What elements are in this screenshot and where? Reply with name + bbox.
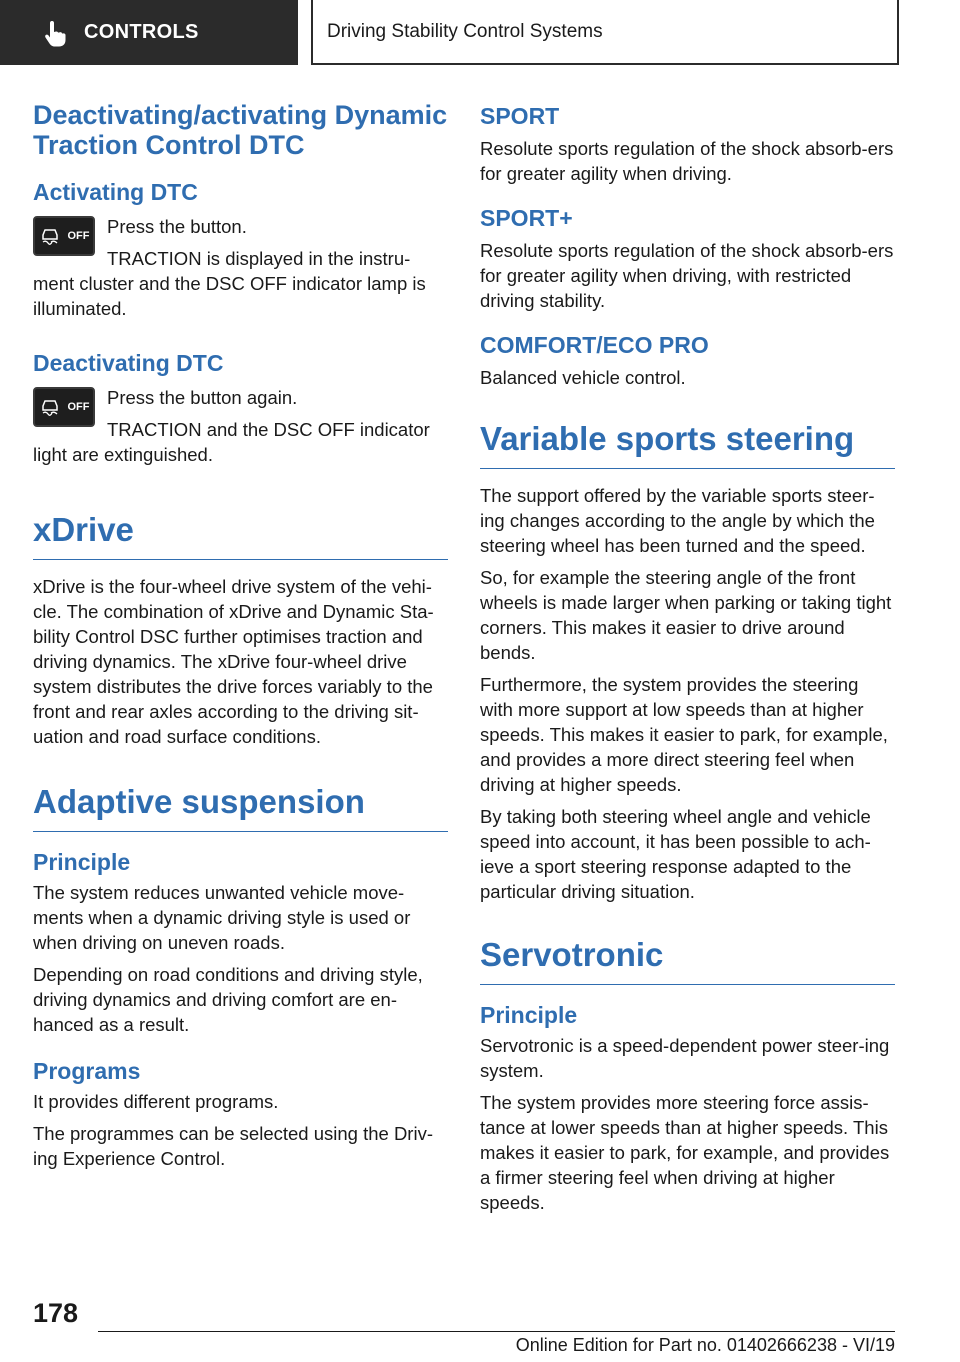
comfort-eco-pro-heading: COMFORT/ECO PRO (480, 332, 709, 358)
programs-heading: Programs (33, 1058, 141, 1084)
adaptive-principle-heading: Principle (33, 849, 131, 875)
servotronic-heading: Servotronic (480, 936, 895, 985)
footer-divider (98, 1331, 895, 1332)
activating-dtc-text-1: Press the button. (107, 216, 247, 237)
activating-dtc-heading: Activating DTC (33, 179, 198, 205)
variable-text-4: By taking both steering wheel angle and vehicle speed into account, it has been possible to ach-ieve a sport steering response adapted to the particular driving situation. (480, 806, 871, 902)
sport-text: Resolute sports regulation of the shock absorb-ers for greater agility when driving. (480, 138, 894, 184)
sport-plus-heading: SPORT+ (480, 205, 573, 231)
variable-text-2: So, for example the steering angle of the front wheels is made larger when parking or taking tight corners. This makes it easier to drive around bends. (480, 567, 892, 663)
header-section-tab (0, 0, 298, 65)
xdrive-text: xDrive is the four-wheel drive system of the vehi-cle. The combination of xDrive and Dynamic Sta-bility Control DSC further optimises traction and driving dynamics. The xDrive four-wheel drive system distributes the drive forces variably to the front and rear axles according to the driving sit-uation and road surface conditions. (33, 576, 434, 747)
dtc-heading: Deactivating/activating Dynamic Traction Control DTC (33, 100, 448, 160)
dtc-button-off-label: OFF (67, 230, 90, 242)
variable-sports-steering-heading: Variable sports steering (480, 420, 895, 469)
deactivating-dtc-text-2: TRACTION and the DSC OFF indicator light are extinguished. (33, 419, 430, 465)
variable-text-3: Furthermore, the system provides the steering with more support at low speeds than at higher speeds. This makes it easier to park, for example, and provides a more direct steering feel when driving at higher speeds. (480, 674, 888, 795)
deactivating-dtc-heading: Deactivating DTC (33, 350, 224, 376)
servotronic-text-2: The system provides more steering force assis-tance at lower speeds than at higher speeds. This makes it easier to park, for example, and provides a firmer steering feel when driving at higher speeds. (480, 1092, 890, 1213)
left-column (33, 100, 448, 1178)
sport-plus-text: Resolute sports regulation of the shock absorb-ers for greater agility when driving, with restricted driving stability. (480, 240, 894, 311)
dtc-button-image (33, 387, 95, 427)
adaptive-text-2: Depending on road conditions and driving style, driving dynamics and driving comfort are en-hanced as a result. (33, 964, 423, 1035)
header-title: Driving Stability Control Systems (327, 20, 603, 42)
adaptive-suspension-heading: Adaptive suspension (33, 783, 448, 832)
variable-text-1: The support offered by the variable sports steer-ing changes according to the angle by which the steering wheel has been turned and the speed. (480, 485, 875, 556)
deactivating-dtc-block (33, 385, 448, 467)
servotronic-text-1: Servotronic is a speed-dependent power steer-ing system. (480, 1035, 890, 1081)
servotronic-principle-heading: Principle (480, 1002, 578, 1028)
header-section-label: CONTROLS (84, 21, 199, 43)
activating-dtc-text-2: TRACTION is displayed in the instru-ment cluster and the DSC OFF indicator lamp is illuminated. (33, 248, 426, 319)
footer-edition: Online Edition for Part no. 01402666238 - VI/19 (515, 1335, 895, 1355)
traction-car-icon (39, 396, 61, 418)
right-column (480, 102, 895, 1222)
activating-dtc-block (33, 214, 448, 321)
programs-text-2: The programmes can be selected using the Driv-ing Experience Control. (33, 1123, 433, 1169)
hand-touch-icon (44, 19, 66, 47)
traction-car-icon (39, 225, 61, 247)
comfort-eco-pro-text: Balanced vehicle control. (480, 367, 686, 388)
deactivating-dtc-text-1: Press the button again. (107, 387, 298, 408)
sport-heading: SPORT (480, 103, 560, 129)
xdrive-heading: xDrive (33, 511, 448, 560)
header-title-box (311, 0, 899, 65)
programs-text-1: It provides different programs. (33, 1091, 279, 1112)
adaptive-text-1: The system reduces unwanted vehicle move-ments when a dynamic driving style is used or when driving on uneven roads. (33, 882, 411, 953)
dtc-button-off-label: OFF (67, 401, 90, 413)
page-number: 178 (33, 1298, 79, 1328)
dtc-button-image (33, 216, 95, 256)
